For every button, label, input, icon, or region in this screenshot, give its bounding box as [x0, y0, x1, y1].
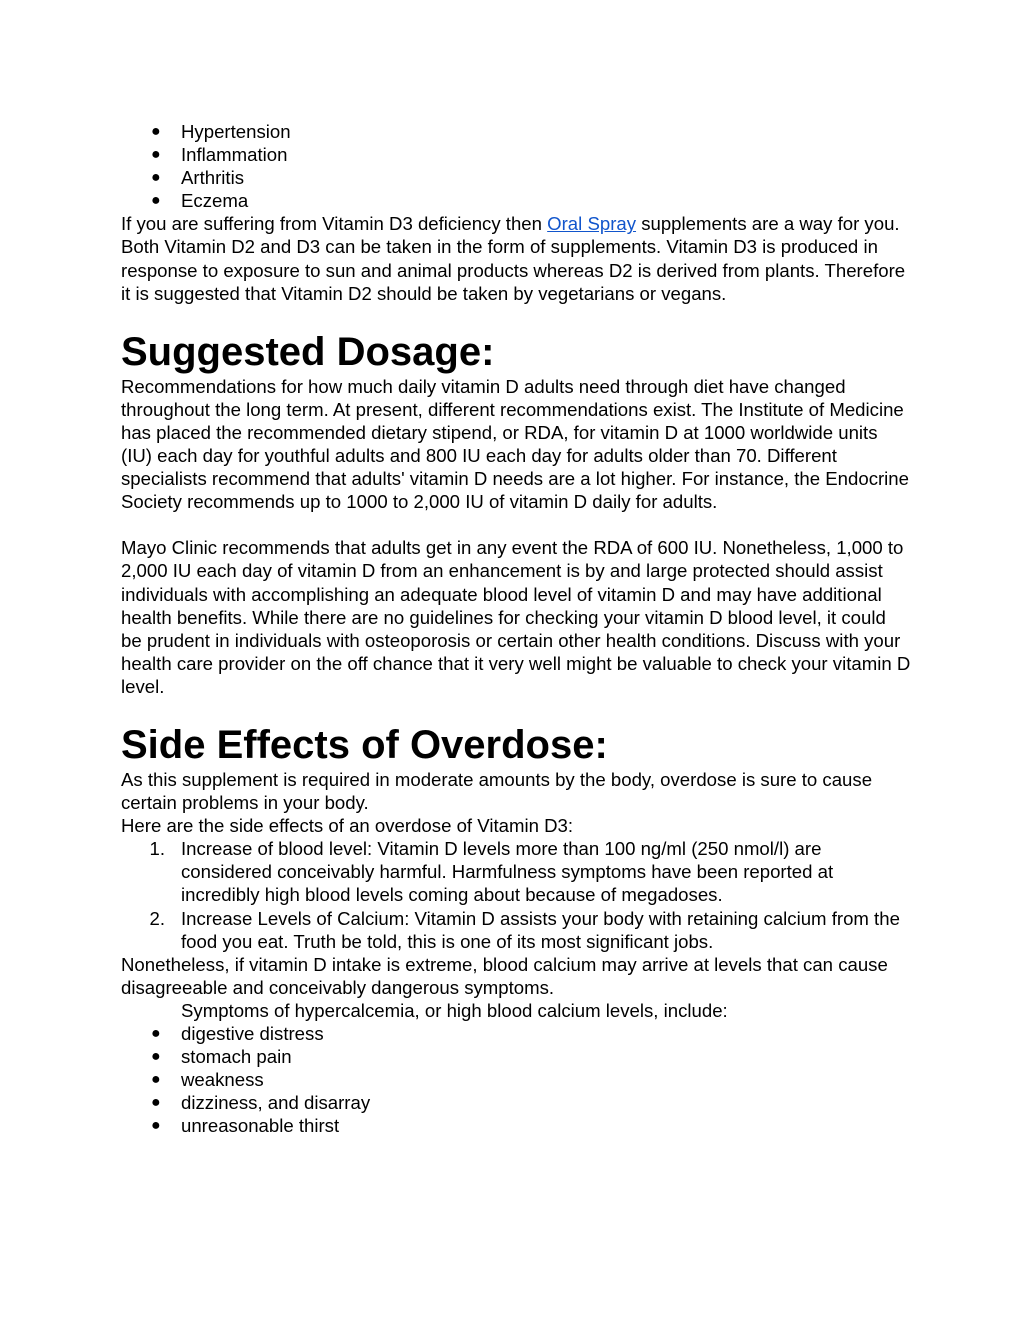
- list-item: ● unreasonable thirst: [151, 1115, 340, 1137]
- list-number: 1.: [149, 838, 165, 860]
- intro-paragraph: If you are suffering from Vitamin D3 deficiency then Oral Spray supplements are a way for you. Both Vitamin D2 and D3 can be taken in the form of supplements. Vitamin D3 is produced in response to exposure to sun and animal products whereas D2 is derived from plants. Therefore it is suggested that Vitamin D2 should be taken by vegetarians or vegans.: [121, 213, 906, 304]
- paragraph-spacer: [121, 513, 911, 536]
- list-item: ● weakness: [151, 1069, 264, 1091]
- list-item: 2. Increase Levels of Calcium: Vitamin D assists your body with retaining calcium from the food you eat. Truth be told, this is one of its most significant jobs.: [121, 907, 911, 953]
- list-item: ● Inflammation: [151, 144, 288, 166]
- list-item: ● Eczema: [151, 190, 249, 212]
- conditions-list: [121, 120, 911, 212]
- list-item: ● Hypertension: [151, 121, 291, 142]
- bullet-icon: ●: [151, 1094, 161, 1112]
- list-item: ● digestive distress: [151, 1023, 324, 1044]
- overdose-paragraph-3: Nonetheless, if vitamin D intake is extreme, blood calcium may arrive at levels that can cause disagreeable and conceivably dangerous symptoms.: [121, 953, 888, 998]
- list-number: 2.: [149, 907, 165, 929]
- bullet-icon: ●: [151, 169, 161, 187]
- bullet-icon: ●: [151, 123, 161, 140]
- overdose-paragraph-2: Here are the side effects of an overdose of Vitamin D3:: [121, 815, 574, 837]
- oral-spray-link[interactable]: Oral Spray: [547, 213, 637, 235]
- list-item: ● dizziness, and disarray: [151, 1092, 371, 1114]
- symptoms-list: [121, 1022, 911, 1137]
- bullet-icon: ●: [151, 1071, 161, 1089]
- dosage-paragraph-1: Recommendations for how much daily vitamin D adults need through diet have changed throughout the long term. At present, different recommendations exist. The Institute of Medicine has placed the recommended dietary stipend, or RDA, for vitamin D at 1000 worldwide units (IU) each day for youthful adults and 800 IU each day for adults older than 70. Different specialists recommend that adults' vitamin D needs are a lot higher. For instance, the Endocrine Society recommends up to 1000 to 2,000 IU of vitamin D daily for adults.: [121, 375, 909, 513]
- overdose-paragraph-4: Symptoms of hypercalcemia, or high blood calcium levels, include:: [181, 999, 728, 1021]
- bullet-icon: ●: [151, 146, 161, 164]
- dosage-paragraph-2: Mayo Clinic recommends that adults get in any event the RDA of 600 IU. Nonetheless, 1,000 to 2,000 IU each day of vitamin D from an enhancement is by and large protected should assist individuals with accomplishing an adequate blood level of vitamin D and may have additional health benefits. While there are no guidelines for checking your vitamin D blood level, it could be prudent in individuals with osteoporosis or certain other health conditions. Discuss with your health care provider on the off chance that it very well might be valuable to check your vitamin D level.: [121, 537, 911, 697]
- list-item: ● Arthritis: [151, 167, 245, 189]
- side-effects-list: [121, 837, 911, 952]
- list-item: ● stomach pain: [151, 1046, 292, 1068]
- bullet-icon: ●: [151, 1025, 161, 1042]
- bullet-icon: ●: [151, 1048, 161, 1066]
- list-item: 1. Increase of blood level: Vitamin D levels more than 100 ng/ml (250 nmol/l) are considered conceivably harmful. Harmfulness symptoms have been reported at incredibly high blood levels coming about because of megadoses.: [121, 837, 911, 906]
- overdose-paragraph-1: As this supplement is required in moderate amounts by the body, overdose is sure to cause certain problems in your body.: [121, 768, 873, 814]
- bullet-icon: ●: [151, 1117, 161, 1135]
- document-page: [121, 120, 911, 1137]
- bullet-icon: ●: [151, 192, 161, 210]
- dosage-heading: Suggested Dosage:: [121, 329, 495, 374]
- overdose-heading: Side Effects of Overdose:: [121, 722, 608, 767]
